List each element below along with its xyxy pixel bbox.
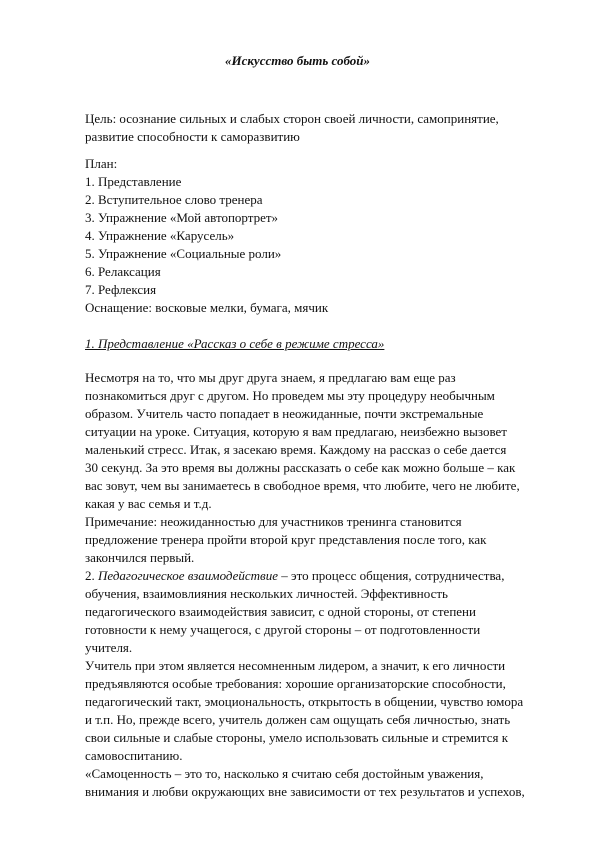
- note-line: Примечание: неожиданностью для участников тренинга становится: [85, 514, 462, 529]
- paragraph-line: педагогический такт, эмоциональность, открытость в общении, чувство юмора: [85, 694, 524, 709]
- plan-label: План:: [85, 156, 118, 171]
- paragraph-line: вас зовут, чем вы занимаетесь в свободное время, что любите, чего не любите,: [85, 478, 520, 493]
- paragraph-line: самовоспитанию.: [85, 748, 183, 763]
- plan-item: 4. Упражнение «Карусель»: [85, 228, 235, 243]
- equipment-line: Оснащение: восковые мелки, бумага, мячик: [85, 300, 329, 315]
- paragraph-line: «Самоценность – это то, насколько я считаю себя достойным уважения,: [85, 766, 484, 781]
- paragraph-line: образом. Учитель часто попадает в неожиданные, почти экстремальные: [85, 406, 484, 421]
- plan-item: 6. Релаксация: [85, 264, 161, 279]
- paragraph-line: маленький стресс. Итак, я засекаю время. Каждому на рассказ о себе дается: [85, 442, 507, 457]
- plan-item: 7. Рефлексия: [85, 282, 157, 297]
- paragraph-line: готовности к нему учащегося, с другой стороны – от подготовленности: [85, 622, 481, 637]
- paragraph-line: педагогического взаимодействия зависит, с одной стороны, от степени: [85, 604, 476, 619]
- paragraph-line: 30 секунд. За это время вы должны рассказать о себе как можно больше – как: [85, 460, 516, 475]
- section1-paragraph: [85, 369, 555, 567]
- plan-item: 1. Представление: [85, 174, 182, 189]
- document-title: «Искусство быть собой»: [224, 53, 371, 68]
- section2-number: 2.: [85, 568, 98, 583]
- paragraph-line: познакомиться друг с другом. Но проведем мы эту процедуру необычным: [85, 388, 495, 403]
- paragraph-line: ситуации на уроке. Ситуация, которую я вам предлагаю, неизбежно вызовет: [85, 424, 507, 439]
- paragraph-line: и т.п. Но, прежде всего, учитель должен сам ощущать себя личностью, знать: [85, 712, 511, 727]
- paragraph-line: Учитель при этом является несомненным лидером, а значит, к его личности: [85, 658, 506, 673]
- goal-line: Цель: осознание сильных и слабых сторон своей личности, самопринятие,: [85, 111, 499, 126]
- note-line: предложение тренера пройти второй круг представления после того, как: [85, 532, 487, 547]
- section2-first-line: [85, 567, 555, 585]
- plan-section: [85, 155, 555, 299]
- note-line: закончился первый.: [85, 550, 195, 565]
- paragraph-line: Несмотря на то, что мы друг друга знаем, я предлагаю вам еще раз: [85, 370, 456, 385]
- paragraph-line: учителя.: [85, 640, 133, 655]
- section2-first-line-rest: – это процесс общения, сотрудничества,: [277, 568, 505, 583]
- section2-paragraph: [85, 567, 555, 801]
- goal-line: развитие способности к саморазвитию: [85, 129, 300, 144]
- plan-item: 2. Вступительное слово тренера: [85, 192, 263, 207]
- goal-paragraph: [85, 110, 555, 146]
- paragraph-line: свои сильные и слабые стороны, умело использовать сильные и стремится к: [85, 730, 509, 745]
- section2-term: Педагогическое взаимодействие: [98, 568, 278, 583]
- paragraph-line: какая у вас семья и т.д.: [85, 496, 212, 511]
- plan-item: 5. Упражнение «Социальные роли»: [85, 246, 282, 261]
- section1-heading: [85, 335, 384, 353]
- paragraph-line: обучения, взаимовлияния нескольких личностей. Эффективность: [85, 586, 448, 601]
- section1-heading-text: 1. Представление «Рассказ о себе в режиме стресса»: [85, 336, 385, 351]
- paragraph-line: внимания и любви окружающих вне зависимости от тех результатов и успехов,: [85, 784, 525, 799]
- plan-item: 3. Упражнение «Мой автопортрет»: [85, 210, 279, 225]
- paragraph-line: предъявляются особые требования: хорошие организаторские способности,: [85, 676, 506, 691]
